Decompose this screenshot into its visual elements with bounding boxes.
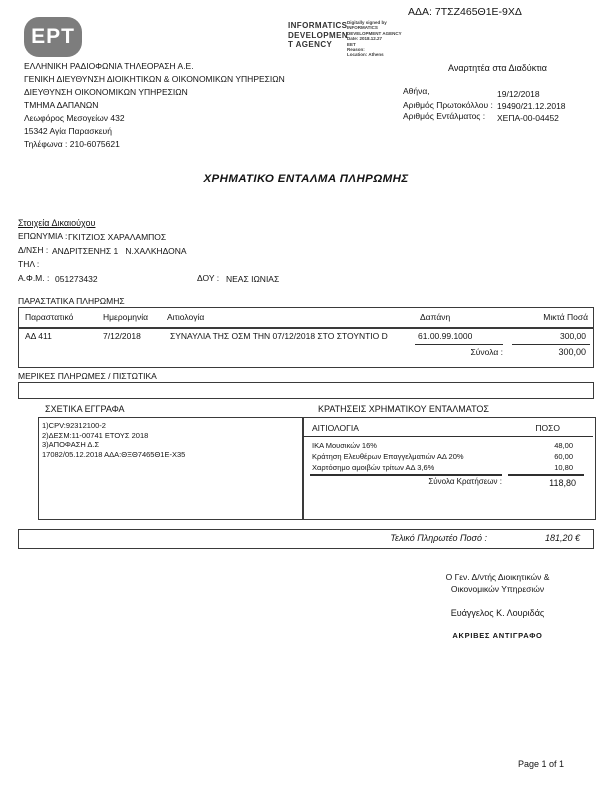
sender-line: ΕΛΛΗΝΙΚΗ ΡΑΔΙΟΦΩΝΙΑ ΤΗΛΕΟΡΑΣΗ Α.Ε. (24, 61, 194, 71)
deduction-row-label: Χαρτόσημο αμοιβών τρίτων ΑΔ 3,6% (312, 463, 435, 472)
document-cell-expense-code: 61.00.99.1000 (418, 331, 473, 341)
posted-on-web-note: Αναρτητέα στα Διαδύκτια (448, 63, 547, 73)
city-label: Αθήνα, (403, 86, 430, 96)
deductions-section-title: ΚΡΑΤΗΣΕΙΣ ΧΡΗΜΑΤΙΚΟΥ ΕΝΤΑΛΜΑΤΟΣ (318, 404, 489, 414)
ert-logo (24, 17, 82, 57)
deductions-totals-label: Σύνολα Κρατήσεων : (428, 477, 502, 486)
deductions-amount-header: ΠΟΣΟ (535, 423, 560, 433)
signature-detail-line: Location: Athens (347, 52, 384, 58)
sender-line: Τηλέφωνα : 210-6075621 (24, 139, 120, 149)
certified-copy-label: ΑΚΡΙΒΕΣ ΑΝΤΙΓΡΑΦΟ (452, 631, 543, 640)
beneficiary-doy-label: ΔΟΥ : (197, 273, 220, 283)
document-cell-gross-amount: 300,00 (560, 331, 586, 341)
related-documents-list (42, 421, 185, 459)
deductions-total-value: 118,80 (549, 478, 576, 488)
deductions-header-rule (303, 436, 593, 437)
final-amount-value: 181,20 € (544, 533, 580, 543)
partial-payments-section-title: ΜΕΡΙΚΕΣ ΠΛΗΡΩΜΕΣ / ΠΙΣΤΩΤΙΚΑ (18, 371, 157, 381)
column-header-reason: Αιτιολογία (167, 312, 205, 322)
deductions-reason-header: ΑΙΤΙΟΛΟΓΙΑ (312, 423, 359, 433)
signatory-title-line: Οικονομικών Υπηρεσιών (450, 584, 545, 594)
column-header-date: Ημερομηνία (103, 312, 149, 322)
sender-line: Λεωφόρος Μεσογείων 432 (24, 113, 125, 123)
deduction-row-amount: 10,80 (554, 463, 573, 472)
stamp-agency-line: T AGENCY (288, 40, 333, 49)
document-title: ΧΡΗΜΑΤΙΚΟ ΕΝΤΑΛΜΑ ΠΛΗΡΩΜΗΣ (203, 173, 409, 185)
deduction-row-label: Κράτηση Ελευθέρων Επαγγελματιών ΑΔ 20% (312, 452, 464, 461)
related-documents-section-title: ΣΧΕΤΙΚΑ ΕΓΓΡΑΦΑ (45, 404, 125, 414)
beneficiary-afm-label: Α.Φ.Μ. : (18, 273, 50, 283)
document-cell-reason: ΣΥΝΑΥΛΙΑ ΤΗΣ ΟΣΜ ΤΗΝ 07/12/2018 ΣΤΟ ΣΤΟΥΝΤΙΟ D (170, 331, 388, 341)
order-number-label: Αριθμός Εντάλματος : (403, 111, 486, 121)
sender-line: 15342 Αγία Παρασκευή (24, 126, 112, 136)
signatory-title (395, 571, 600, 595)
digital-signature-details (347, 20, 419, 58)
related-document-line: 3)ΑΠΟΦΑΣΗ Δ.Σ (42, 440, 100, 450)
signature-detail-line: INFORMATICS (347, 25, 378, 31)
deductions-totals-rule-left (310, 474, 502, 476)
documents-totals-rule-right (512, 344, 590, 345)
documents-totals-label: Σύνολα : (470, 347, 503, 357)
documents-totals-rule-left (415, 344, 503, 345)
document-cell-date: 7/12/2018 (103, 331, 141, 341)
beneficiary-section-title: Στοιχεία Δικαιούχου (18, 218, 96, 228)
signature-detail-line: EET (347, 41, 356, 47)
sender-line: ΓΕΝΙΚΗ ΔΙΕΥΘΥΝΣΗ ΔΙΟΙΚΗΤΙΚΩΝ & ΟΙΚΟΝΟΜΙΚΩΝ ΥΠΗΡΕΣΙΩΝ (24, 74, 285, 84)
signature-detail-line: Reason: (347, 47, 365, 53)
issue-date: 19/12/2018 (497, 89, 540, 99)
sender-address-block (24, 60, 285, 151)
related-document-line: 1)CPV:92312100-2 (42, 421, 106, 430)
column-header-gross: Μικτά Ποσά (543, 312, 588, 322)
signature-detail-line: DEVELOPMENT AGENCY (347, 30, 402, 36)
deduction-row-label: ΙΚΑ Μουσικών 16% (312, 441, 377, 450)
beneficiary-address-label: Δ/ΝΣΗ : (18, 245, 49, 255)
page-footer: Page 1 of 1 (518, 759, 565, 769)
payment-documents-section-title: ΠΑΡΑΣΤΑΤΙΚΑ ΠΛΗΡΩΜΗΣ (18, 296, 125, 306)
protocol-number: 19490/21.12.2018 (497, 101, 566, 111)
final-amount-label: Τελικό Πληρωτέο Ποσό : (390, 533, 487, 543)
beneficiary-address-value: ΑΝΔΡΙΤΣΕΝΗΣ 1 Ν.ΧΑΛΚΗΔΟΝΑ (52, 246, 187, 256)
beneficiary-name-label: ΕΠΩΝΥΜΙΑ : (18, 231, 68, 241)
signatory-name: Ευάγγελος Κ. Λουριδάς (450, 608, 545, 618)
stamp-agency-line: DEVELOPMEN (288, 30, 349, 40)
signature-detail-line: Date: 2018.12.27 (347, 36, 383, 42)
sender-line: ΔΙΕΥΘΥΝΣΗ ΟΙΚΟΝΟΜΙΚΩΝ ΥΠΗΡΕΣΙΩΝ (24, 87, 188, 97)
beneficiary-name-value: ΓΚΙΤΖΙΟΣ ΧΑΡΑΛΑΜΠΟΣ (68, 232, 167, 242)
partial-payments-box (18, 382, 594, 399)
beneficiary-afm-value: 051273432 (55, 274, 98, 284)
ada-number: ΑΔΑ: 7ΤΣΖ465Θ1Ε-9ΧΔ (408, 6, 522, 18)
column-header-document: Παραστατικό (25, 312, 74, 322)
related-document-line: 2)ΔΕΣΜ:11-00741 ΕΤΟΥΣ 2018 (42, 430, 149, 440)
beneficiary-phone-label: ΤΗΛ : (18, 259, 40, 269)
deductions-totals-rule-right (508, 474, 584, 476)
order-number: ΧΕΠΑ-00-04452 (497, 113, 559, 123)
sender-line: ΤΜΗΜΑ ΔΑΠΑΝΩΝ (24, 100, 99, 110)
protocol-label: Αριθμός Πρωτοκόλλου : (403, 100, 493, 110)
beneficiary-doy-value: ΝΕΑΣ ΙΩΝΙΑΣ (226, 274, 280, 284)
documents-total-value: 300,00 (558, 347, 586, 357)
stamp-agency-line: INFORMATICS (288, 21, 348, 30)
signatory-title-line: Ο Γεν. Δ/ντής Διοικητικών & (445, 572, 550, 582)
signature-detail-line: Digitally signed by (347, 20, 387, 25)
informatics-agency-stamp (288, 21, 348, 50)
document-cell-code: ΑΔ 411 (25, 331, 52, 341)
deduction-row-amount: 48,00 (554, 441, 573, 450)
related-document-line: 17082/05.12.2018 ΑΔΑ:ΘΞΘ7465Θ1Ε-Χ35 (42, 449, 186, 459)
column-header-expense: Δαπάνη (420, 312, 451, 322)
deduction-row-amount: 60,00 (554, 452, 573, 461)
ert-logo-text: EPT (31, 25, 75, 48)
